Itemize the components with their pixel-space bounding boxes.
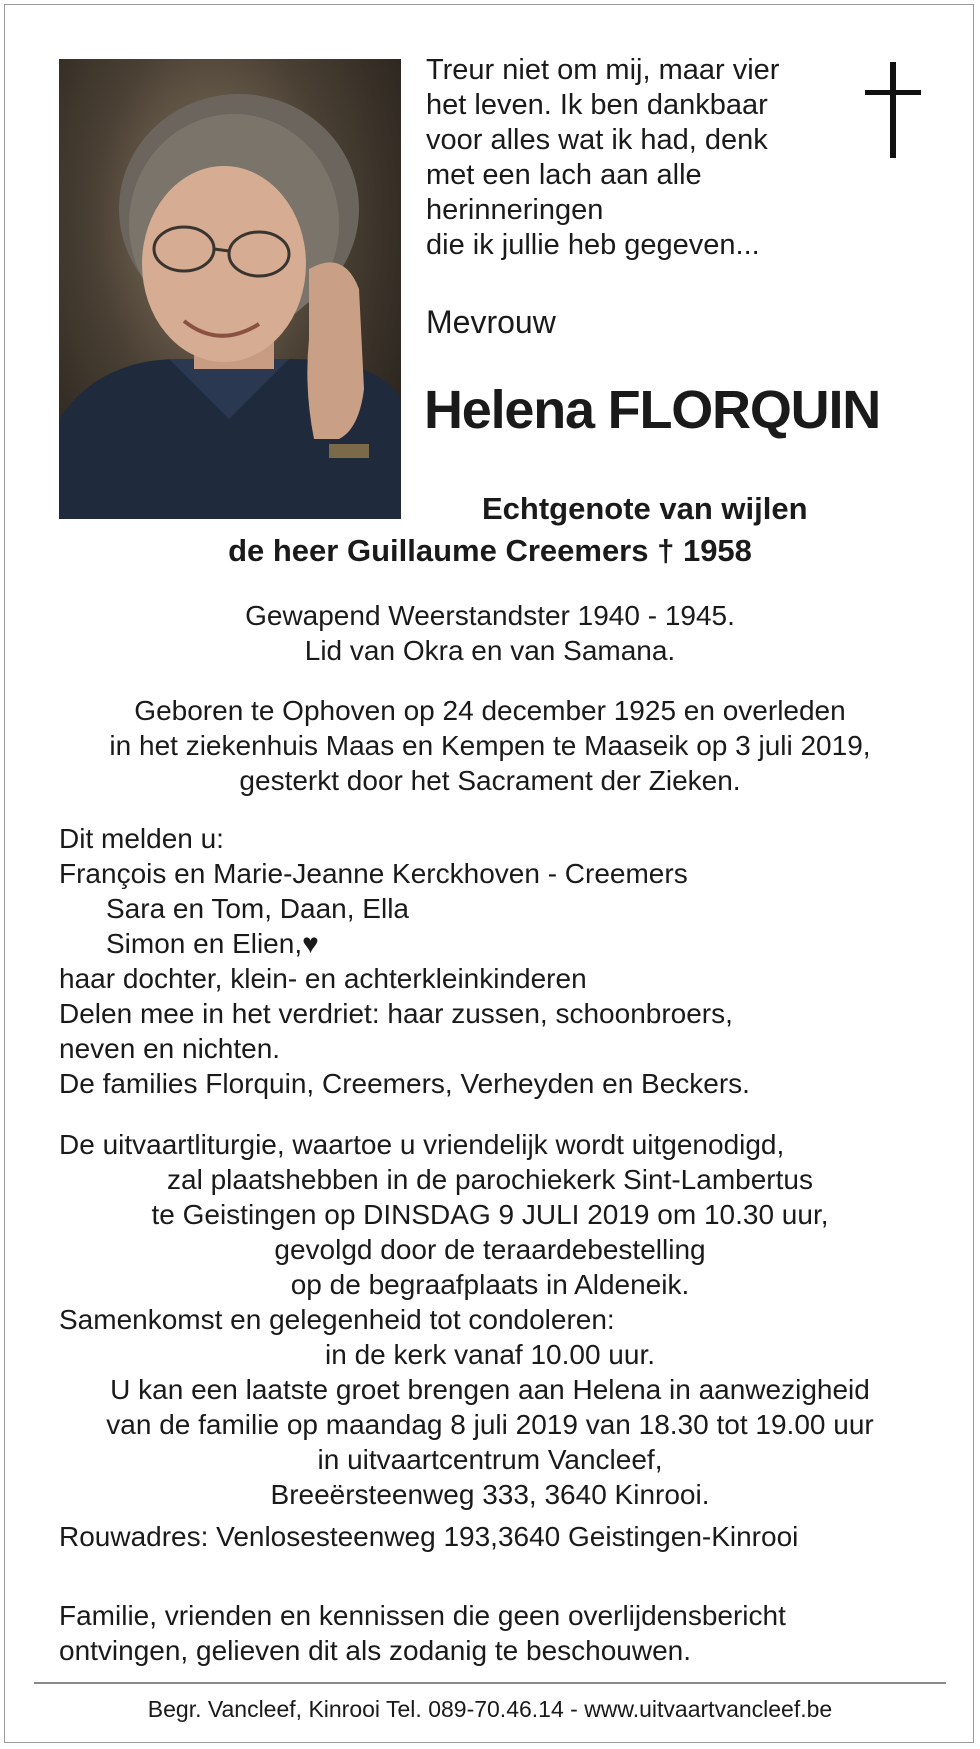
funeral-line: in uitvaartcentrum Vancleef, <box>317 1444 663 1475</box>
poem-line: Treur niet om mij, maar vier <box>426 54 780 86</box>
funeral-line: Breeërsteenweg 333, 3640 Kinrooi. <box>270 1479 710 1510</box>
funeral-line <box>0 1162 980 1302</box>
mourning-address: Rouwadres: Venlosesteenweg 193,3640 Geistingen-Kinrooi <box>59 1521 799 1552</box>
funeral-line: op de begraafplaats in Aldeneik. <box>290 1269 690 1300</box>
poem-line: voor alles wat ik had, denk <box>426 124 768 156</box>
funeral-line: zal plaatshebben in de parochiekerk Sint-Lambertus <box>167 1164 813 1195</box>
funeral-line: te Geistingen op DINSDAG 9 JULI 2019 om 10.30 uur, <box>151 1199 829 1230</box>
funeral-line: gevolgd door de teraardebestelling <box>274 1234 706 1265</box>
condolence-heading: Samenkomst en gelegenheid tot condoleren: <box>59 1304 615 1335</box>
affiliation-line: Gewapend Weerstandster 1940 - 1945. <box>245 600 735 631</box>
cross-icon <box>865 62 921 158</box>
portrait-photo <box>59 59 401 519</box>
family-list <box>59 821 750 1101</box>
family-line: Delen mee in het verdriet: haar zussen, schoonbroers, <box>59 998 733 1029</box>
affiliations <box>0 598 980 668</box>
portrait-illustration <box>59 59 401 519</box>
family-line: François en Marie-Jeanne Kerckhoven - Creemers <box>59 858 688 889</box>
family-intro: Dit melden u: <box>59 823 224 854</box>
funeral-home-footer: Begr. Vancleef, Kinrooi Tel. 089-70.46.14 - www.uitvaartvancleef.be <box>147 1696 833 1722</box>
funeral-line: U kan een laatste groet brengen aan Helena in aanwezigheid <box>110 1374 870 1405</box>
funeral-intro: De uitvaartliturgie, waartoe u vriendelijk wordt uitgenodigd, <box>59 1129 785 1160</box>
salutation: Mevrouw <box>426 304 556 340</box>
spouse-line-1: Echtgenote van wijlen <box>482 491 808 526</box>
closing-line: Familie, vrienden en kennissen die geen overlijdensbericht <box>59 1600 786 1631</box>
poem-line: die ik jullie heb gegeven... <box>426 229 760 261</box>
condolence-details <box>0 1337 980 1512</box>
grandchildren-line: Sara en Tom, Daan, Ella <box>106 893 409 924</box>
closing-line: ontvingen, gelieven dit als zodanig te beschouwen. <box>59 1635 691 1666</box>
birth-death-line: gesterkt door het Sacrament der Zieken. <box>239 765 741 796</box>
funeral-line: in de kerk vanaf 10.00 uur. <box>325 1339 655 1370</box>
funeral-line: van de familie op maandag 8 juli 2019 van 18.30 tot 19.00 uur <box>106 1409 874 1440</box>
poem-line: met een lach aan alle <box>426 159 702 191</box>
spouse-line-2: de heer Guillaume Creemers † 1958 <box>228 533 752 568</box>
birth-death-line: in het ziekenhuis Maas en Kempen te Maaseik op 3 juli 2019, <box>109 730 871 761</box>
family-line: De families Florquin, Creemers, Verheyden en Beckers. <box>59 1068 750 1099</box>
birth-death-info <box>0 693 980 798</box>
affiliation-line: Lid van Okra en van Samana. <box>304 635 676 666</box>
closing-note <box>59 1598 786 1668</box>
birth-death-line: Geboren te Ophoven op 24 december 1925 en overleden <box>134 695 846 726</box>
family-line: haar dochter, klein- en achterkleinkinderen <box>59 963 587 994</box>
poem-line: het leven. Ik ben dankbaar <box>426 89 768 121</box>
family-line: neven en nichten. <box>59 1033 281 1064</box>
poem <box>426 53 779 263</box>
poem-line: herinneringen <box>426 194 604 226</box>
footer-divider <box>34 1682 946 1684</box>
grandchildren-line: Simon en Elien,♥ <box>106 928 319 959</box>
deceased-name: Helena FLORQUIN <box>424 380 881 440</box>
